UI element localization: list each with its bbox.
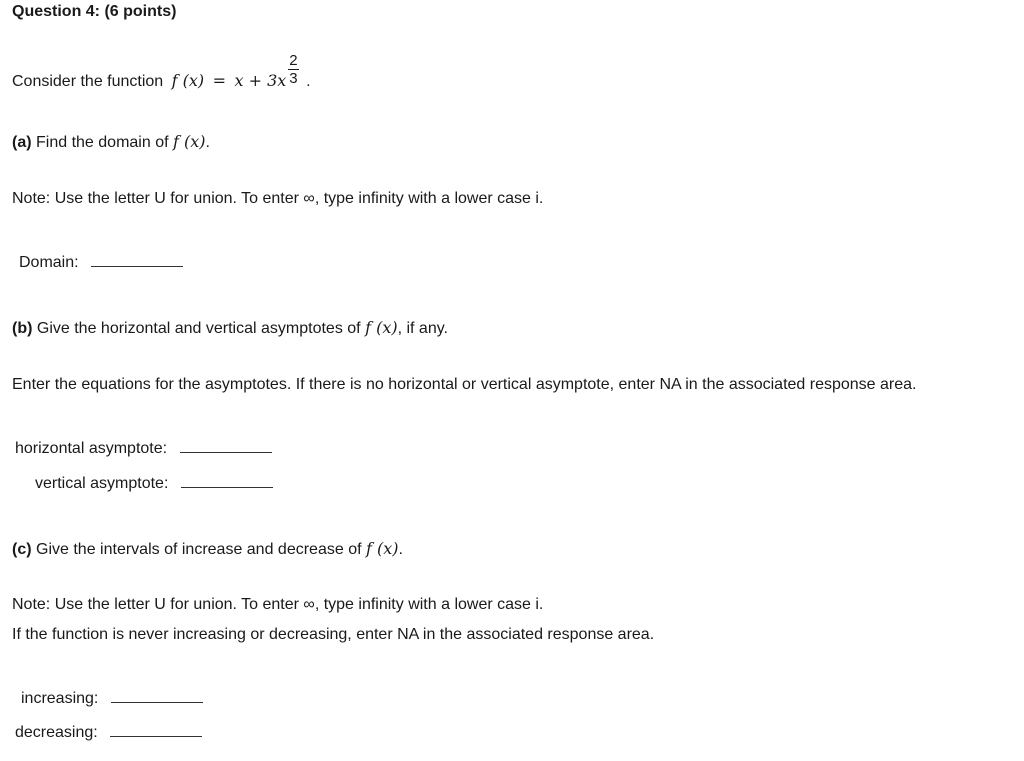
- exponent-fraction: [288, 52, 298, 87]
- question-title: Question 4: (6 points): [12, 3, 177, 20]
- increasing-label: increasing:: [21, 690, 99, 707]
- vertical-asymptote-label: vertical asymptote:: [35, 475, 169, 492]
- domain-label: Domain:: [19, 254, 79, 271]
- decreasing-label: decreasing:: [15, 724, 98, 741]
- domain-row: [19, 254, 183, 272]
- part-a-label: (a): [12, 134, 32, 151]
- function-rhs: x + 3x: [234, 71, 287, 90]
- part-a-text: Find the domain of: [36, 134, 169, 151]
- increasing-row: [21, 690, 203, 708]
- part-a-note: Note: Use the letter U for union. To enter ∞, type infinity with a lower case i.: [12, 190, 544, 207]
- intro-end: .: [306, 73, 311, 90]
- horizontal-asymptote-label: horizontal asymptote:: [15, 440, 168, 457]
- part-b-label: (b): [12, 320, 33, 337]
- part-c-prompt: [12, 539, 403, 559]
- increasing-input[interactable]: [111, 701, 203, 703]
- part-c-label: (c): [12, 541, 32, 558]
- part-c-note: Note: Use the letter U for union. To enter ∞, type infinity with a lower case i.: [12, 596, 544, 613]
- vertical-asymptote-row: [35, 475, 273, 493]
- part-b-end: , if any.: [397, 320, 448, 337]
- exponent-denominator: 3: [289, 70, 298, 87]
- part-b-prompt: [12, 318, 448, 338]
- horizontal-asymptote-input[interactable]: [180, 451, 272, 453]
- function-equals: =: [212, 71, 227, 90]
- part-a-fx: f (x): [173, 132, 206, 151]
- domain-input[interactable]: [91, 265, 183, 267]
- horizontal-asymptote-row: [15, 440, 272, 458]
- part-b-text: Give the horizontal and vertical asymptotes of: [36, 320, 361, 337]
- intro-text: Consider the function: [12, 73, 164, 90]
- function-lhs: f (x): [171, 71, 205, 90]
- part-b-fx: f (x): [365, 318, 398, 337]
- decreasing-row: [15, 724, 202, 742]
- function-statement: [12, 52, 311, 91]
- part-c-fx: f (x): [365, 539, 399, 558]
- decreasing-input[interactable]: [110, 735, 202, 737]
- part-c-end: .: [398, 541, 403, 558]
- exponent-numerator: 2: [289, 52, 298, 69]
- part-c-text: Give the intervals of increase and decrease of: [36, 541, 362, 558]
- vertical-asymptote-input[interactable]: [181, 486, 273, 488]
- part-c-note-na: If the function is never increasing or decreasing, enter NA in the associated response area.: [12, 626, 655, 643]
- part-a-prompt: [12, 132, 210, 152]
- part-a-end: .: [205, 134, 210, 151]
- part-b-instructions: Enter the equations for the asymptotes. If there is no horizontal or vertical asymptote, enter NA in the associated response area.: [12, 376, 917, 393]
